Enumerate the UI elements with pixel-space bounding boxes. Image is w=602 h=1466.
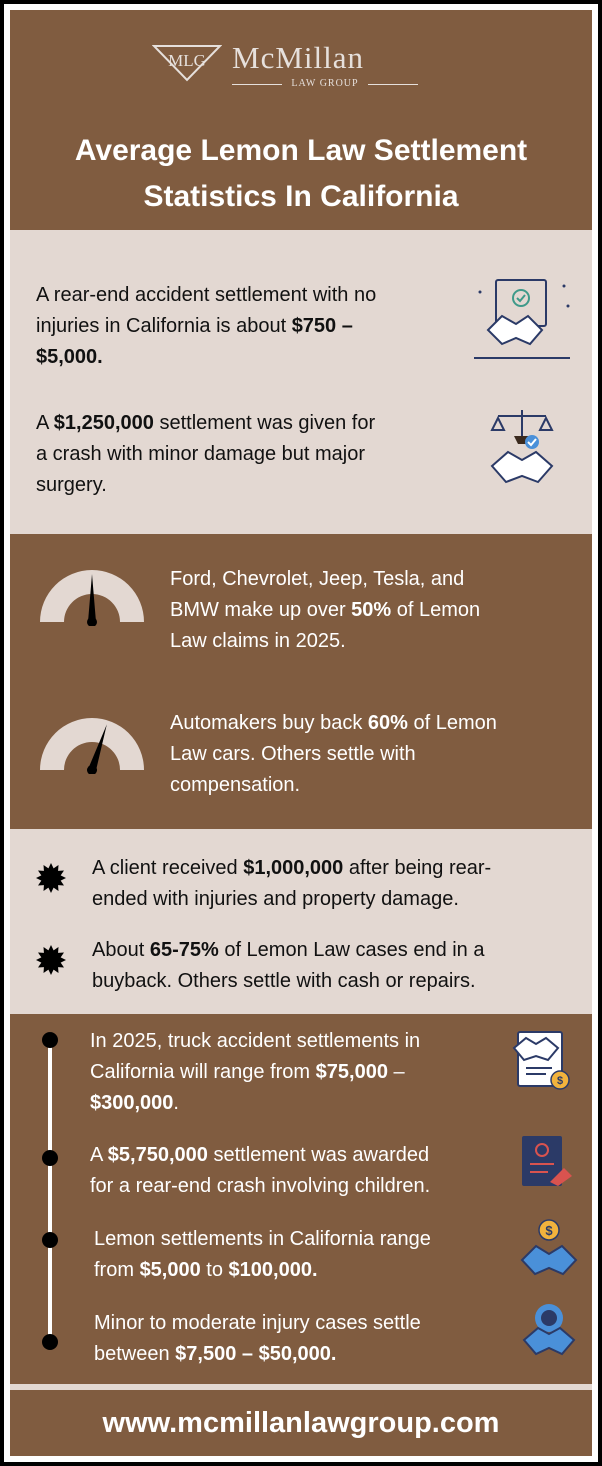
stat-text <box>94 1224 504 1286</box>
timeline-dot <box>42 1150 58 1166</box>
outer-frame <box>4 4 598 1462</box>
legal-document-icon <box>516 1132 576 1192</box>
stat-text <box>92 853 582 915</box>
stat-line: a crash with minor damage but major <box>36 443 366 465</box>
stat-text <box>36 280 456 373</box>
timeline-dot <box>42 1032 58 1048</box>
brand-name: McMillan <box>232 40 364 75</box>
stat-line: ended with injuries and property damage. <box>92 888 459 910</box>
brand-monogram: MLG <box>168 51 206 70</box>
stat-line: buyback. Others settle with cash or repairs. <box>92 970 476 992</box>
handshake-agreement-icon <box>470 270 574 366</box>
stat-line: for a rear-end crash involving children. <box>90 1175 431 1197</box>
stat-line: from $5,000 to $100,000. <box>94 1259 318 1281</box>
stat-line: California will range from $75,000 – <box>90 1061 405 1083</box>
title-line-1: Average Lemon Law Settlement <box>74 134 528 167</box>
stat-line: A $1,250,000 settlement was given for <box>36 412 376 434</box>
gauge-icon <box>36 564 148 626</box>
stat-line: In 2025, truck accident settlements in <box>90 1030 421 1052</box>
section-3 <box>10 829 592 1014</box>
stat-text <box>170 564 580 657</box>
timeline-dot <box>42 1232 58 1248</box>
stat-line: A client received $1,000,000 after being rear- <box>92 857 492 879</box>
stat-text <box>90 1140 500 1202</box>
stat-text <box>170 708 580 801</box>
award-handshake-icon <box>518 1300 580 1360</box>
gauge-icon <box>36 712 148 774</box>
stat-text <box>90 1026 500 1119</box>
stat-line: $300,000. <box>90 1092 179 1114</box>
stat-line: compensation. <box>170 774 301 796</box>
stat-line: Law cars. Others settle with <box>170 743 416 765</box>
stat-text <box>94 1308 504 1370</box>
stat-line: between $7,500 – $50,000. <box>94 1343 337 1365</box>
stat-line: Minor to moderate injury cases settle <box>94 1312 421 1334</box>
stat-line: A $5,750,000 settlement was awarded <box>90 1144 430 1166</box>
section-2 <box>10 534 592 829</box>
svg-text:$: $ <box>545 1223 553 1238</box>
infographic <box>10 10 592 1456</box>
title-line-2: Statistics In California <box>143 180 459 213</box>
star-badge-icon <box>36 863 66 893</box>
contract-handshake-icon <box>510 1024 576 1092</box>
brand-subtitle: LAW GROUP <box>232 78 418 89</box>
section-1 <box>10 230 592 534</box>
stat-text <box>36 408 456 501</box>
star-badge-icon <box>36 945 66 975</box>
stat-line: surgery. <box>36 474 107 496</box>
stat-line: Ford, Chevrolet, Jeep, Tesla, and <box>170 568 465 590</box>
scales-handshake-icon <box>486 406 558 498</box>
svg-text:$: $ <box>556 1075 564 1087</box>
stat-line: Lemon settlements in California range <box>94 1228 431 1250</box>
stat-line: $5,000. <box>36 346 103 368</box>
stat-line: About 65-75% of Lemon Law cases end in a <box>92 939 485 961</box>
stat-line: injuries in California is about $750 – <box>36 315 353 337</box>
stat-line: Automakers buy back 60% of Lemon <box>170 712 497 734</box>
timeline-dot <box>42 1334 58 1350</box>
page-title <box>10 128 592 220</box>
timeline-line <box>48 1032 52 1344</box>
stat-line: BMW make up over 50% of Lemon <box>170 599 481 621</box>
coin-handshake-icon <box>518 1216 580 1282</box>
stat-line: Law claims in 2025. <box>170 630 346 652</box>
brand-logo <box>10 38 592 98</box>
stat-line: A rear-end accident settlement with no <box>36 284 377 306</box>
footer-url: www.mcmillanlawgroup.com <box>10 1390 592 1456</box>
stat-text <box>92 935 582 997</box>
mlg-shield-logo-icon <box>152 42 222 82</box>
